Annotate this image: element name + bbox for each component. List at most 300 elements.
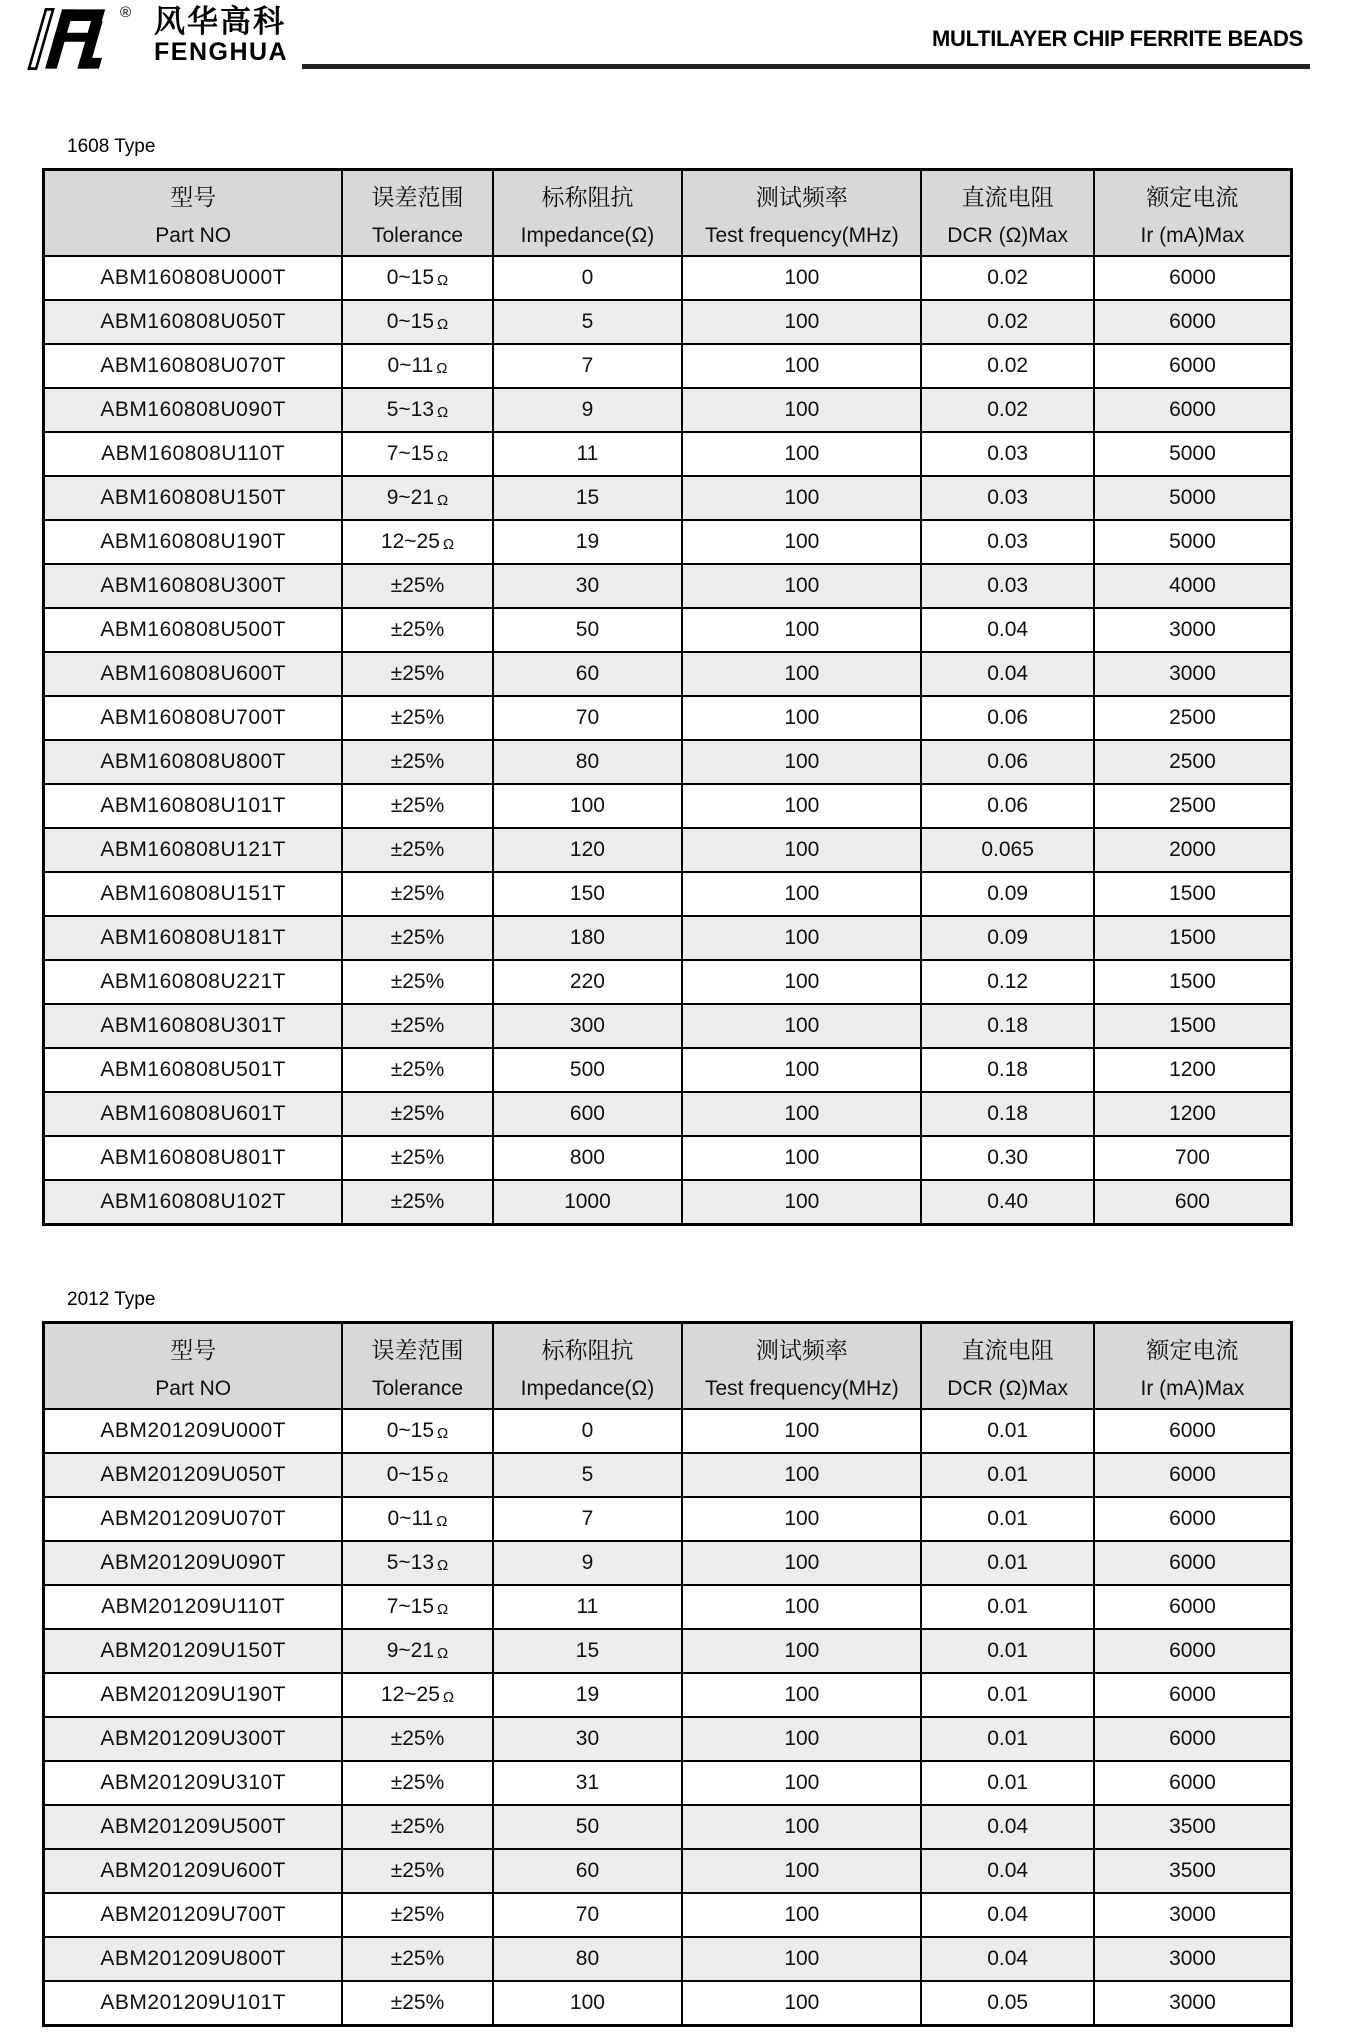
dcr-cell: 0.06: [921, 696, 1093, 740]
part-no-cell: ABM160808U800T: [44, 740, 343, 784]
dcr-cell: 0.01: [921, 1453, 1093, 1497]
ir-cell: 3000: [1094, 608, 1292, 652]
dcr-cell: 0.30: [921, 1136, 1093, 1180]
impedance-cell: 500: [493, 1048, 683, 1092]
table-row: [44, 1717, 1292, 1761]
col-header-en: Tolerance: [371, 1376, 464, 1400]
tolerance-cell: ±25%: [342, 1981, 492, 2026]
impedance-cell: 800: [493, 1136, 683, 1180]
part-no-cell: ABM160808U700T: [44, 696, 343, 740]
ir-cell: 6000: [1094, 1409, 1292, 1453]
test-frequency-cell: 100: [682, 1004, 921, 1048]
part-no-cell: ABM201209U700T: [44, 1893, 343, 1937]
col-header-test-frequency: [682, 170, 921, 257]
impedance-cell: 15: [493, 476, 683, 520]
col-header-test-frequency: [682, 1323, 921, 1410]
tolerance-cell: ±25%: [342, 872, 492, 916]
table-row: [44, 1004, 1292, 1048]
table-row: [44, 300, 1292, 344]
col-header-cn: 额定电流: [1146, 1336, 1239, 1363]
test-frequency-cell: 100: [682, 1541, 921, 1585]
ir-cell: 600: [1094, 1180, 1292, 1225]
table-row: [44, 432, 1292, 476]
tolerance-cell: 7~15 Ω: [342, 432, 492, 476]
ir-cell: 2500: [1094, 696, 1292, 740]
impedance-cell: 0: [493, 256, 683, 300]
dcr-cell: 0.01: [921, 1497, 1093, 1541]
test-frequency-cell: 100: [682, 784, 921, 828]
ir-cell: 1500: [1094, 872, 1292, 916]
test-frequency-cell: 100: [682, 1409, 921, 1453]
ir-cell: 2000: [1094, 828, 1292, 872]
table-row: [44, 1180, 1292, 1225]
tolerance-cell: ±25%: [342, 1893, 492, 1937]
tolerance-cell: ±25%: [342, 1136, 492, 1180]
type-label: 1608 Type: [67, 136, 156, 157]
test-frequency-cell: 100: [682, 608, 921, 652]
impedance-cell: 9: [493, 388, 683, 432]
document-title: MULTILAYER CHIP FERRITE BEADS: [931, 26, 1303, 51]
col-header-dcr: [921, 1323, 1093, 1410]
part-no-cell: ABM160808U150T: [44, 476, 343, 520]
ohm-unit: Ω: [437, 492, 449, 509]
dcr-cell: 0.02: [921, 388, 1093, 432]
col-header-dcr: [921, 170, 1093, 257]
tolerance-cell: 5~13 Ω: [342, 388, 492, 432]
col-header-impedance: [493, 1323, 683, 1410]
table-row: [44, 388, 1292, 432]
col-header-cn: 标称阻抗: [541, 183, 634, 210]
tolerance-cell: 0~15 Ω: [342, 300, 492, 344]
col-header-en: Part NO: [155, 223, 232, 247]
col-header-cn: 直流电阻: [961, 1336, 1054, 1363]
ir-cell: 5000: [1094, 476, 1292, 520]
test-frequency-cell: 100: [682, 1136, 921, 1180]
ir-cell: 3500: [1094, 1849, 1292, 1893]
impedance-cell: 5: [493, 1453, 683, 1497]
ohm-unit: Ω: [436, 1513, 448, 1530]
table-row: [44, 1937, 1292, 1981]
impedance-cell: 60: [493, 652, 683, 696]
impedance-cell: 1000: [493, 1180, 683, 1225]
impedance-cell: 5: [493, 300, 683, 344]
dcr-cell: 0.01: [921, 1761, 1093, 1805]
test-frequency-cell: 100: [682, 696, 921, 740]
ir-cell: 3000: [1094, 1981, 1292, 2026]
ir-cell: 3000: [1094, 1937, 1292, 1981]
dcr-cell: 0.06: [921, 740, 1093, 784]
brand: [14, 4, 288, 74]
col-header-en: Impedance(Ω): [520, 223, 655, 247]
table-row: [44, 1893, 1292, 1937]
tolerance-cell: 0~11 Ω: [342, 1497, 492, 1541]
ir-cell: 6000: [1094, 1673, 1292, 1717]
impedance-cell: 80: [493, 1937, 683, 1981]
part-no-cell: ABM160808U190T: [44, 520, 343, 564]
test-frequency-cell: 100: [682, 1805, 921, 1849]
test-frequency-cell: 100: [682, 828, 921, 872]
table-row: [44, 1497, 1292, 1541]
tolerance-cell: 0~15 Ω: [342, 1453, 492, 1497]
dcr-cell: 0.12: [921, 960, 1093, 1004]
ir-cell: 1500: [1094, 916, 1292, 960]
spec-table-1608: [42, 168, 1293, 1226]
col-header-en: DCR (Ω)Max: [947, 223, 1068, 247]
tolerance-cell: ±25%: [342, 1717, 492, 1761]
ohm-unit: Ω: [442, 1689, 455, 1706]
col-header-en: Ir (mA)Max: [1140, 223, 1245, 247]
dcr-cell: 0.09: [921, 916, 1093, 960]
part-no-cell: ABM160808U101T: [44, 784, 343, 828]
dcr-cell: 0.01: [921, 1717, 1093, 1761]
part-no-cell: ABM160808U501T: [44, 1048, 343, 1092]
col-header-en: Part NO: [155, 1376, 232, 1400]
impedance-cell: 150: [493, 872, 683, 916]
dcr-cell: 0.03: [921, 564, 1093, 608]
test-frequency-cell: 100: [682, 1893, 921, 1937]
part-no-cell: ABM160808U121T: [44, 828, 343, 872]
ir-cell: 2500: [1094, 784, 1292, 828]
tolerance-cell: ±25%: [342, 828, 492, 872]
impedance-cell: 70: [493, 1893, 683, 1937]
col-header-en: DCR (Ω)Max: [947, 1376, 1068, 1400]
impedance-cell: 80: [493, 740, 683, 784]
part-no-cell: ABM160808U500T: [44, 608, 343, 652]
ir-cell: 3000: [1094, 1893, 1292, 1937]
test-frequency-cell: 100: [682, 1585, 921, 1629]
ir-cell: 700: [1094, 1136, 1292, 1180]
dcr-cell: 0.04: [921, 608, 1093, 652]
impedance-cell: 300: [493, 1004, 683, 1048]
tolerance-cell: 0~15 Ω: [342, 256, 492, 300]
tolerance-cell: ±25%: [342, 1092, 492, 1136]
test-frequency-cell: 100: [682, 300, 921, 344]
tolerance-cell: ±25%: [342, 1805, 492, 1849]
test-frequency-cell: 100: [682, 564, 921, 608]
dcr-cell: 0.04: [921, 1805, 1093, 1849]
dcr-cell: 0.01: [921, 1541, 1093, 1585]
impedance-cell: 30: [493, 1717, 683, 1761]
tolerance-cell: 0~15 Ω: [342, 1409, 492, 1453]
part-no-cell: ABM201209U050T: [44, 1453, 343, 1497]
impedance-cell: 19: [493, 1673, 683, 1717]
table-row: [44, 696, 1292, 740]
part-no-cell: ABM201209U000T: [44, 1409, 343, 1453]
tolerance-cell: 9~21 Ω: [342, 476, 492, 520]
part-no-cell: ABM160808U090T: [44, 388, 343, 432]
dcr-cell: 0.065: [921, 828, 1093, 872]
content: [42, 134, 1293, 2027]
tolerance-cell: 12~25 Ω: [342, 1673, 492, 1717]
ir-cell: 6000: [1094, 1497, 1292, 1541]
ir-cell: 5000: [1094, 520, 1292, 564]
col-header-en: Tolerance: [371, 223, 464, 247]
tolerance-cell: ±25%: [342, 960, 492, 1004]
ohm-unit: Ω: [437, 316, 449, 333]
dcr-cell: 0.04: [921, 1893, 1093, 1937]
col-header-part-no: [44, 1323, 343, 1410]
ir-cell: 6000: [1094, 1629, 1292, 1673]
test-frequency-cell: 100: [682, 1629, 921, 1673]
ir-cell: 6000: [1094, 1453, 1292, 1497]
col-header-ir: [1094, 1323, 1292, 1410]
part-no-cell: ABM160808U301T: [44, 1004, 343, 1048]
ir-cell: 4000: [1094, 564, 1292, 608]
table-row: [44, 1849, 1292, 1893]
tolerance-cell: 0~11 Ω: [342, 344, 492, 388]
col-header-en: Test frequency(MHz): [705, 1376, 899, 1400]
impedance-cell: 60: [493, 1849, 683, 1893]
tolerance-cell: ±25%: [342, 916, 492, 960]
table-row: [44, 256, 1292, 300]
test-frequency-cell: 100: [682, 476, 921, 520]
col-header-en: Ir (mA)Max: [1140, 1376, 1245, 1400]
part-no-cell: ABM201209U300T: [44, 1717, 343, 1761]
impedance-cell: 70: [493, 696, 683, 740]
dcr-cell: 0.04: [921, 1849, 1093, 1893]
test-frequency-cell: 100: [682, 960, 921, 1004]
test-frequency-cell: 100: [682, 916, 921, 960]
table-row: [44, 1092, 1292, 1136]
impedance-cell: 9: [493, 1541, 683, 1585]
tolerance-cell: 5~13 Ω: [342, 1541, 492, 1585]
part-no-cell: ABM201209U800T: [44, 1937, 343, 1981]
col-header-cn: 标称阻抗: [541, 1336, 634, 1363]
table-row: [44, 1673, 1292, 1717]
part-no-cell: ABM160808U221T: [44, 960, 343, 1004]
table-row: [44, 1453, 1292, 1497]
part-no-cell: ABM160808U801T: [44, 1136, 343, 1180]
part-no-cell: ABM160808U151T: [44, 872, 343, 916]
col-header-part-no: [44, 170, 343, 257]
test-frequency-cell: 100: [682, 1717, 921, 1761]
part-no-cell: ABM201209U190T: [44, 1673, 343, 1717]
test-frequency-cell: 100: [682, 1092, 921, 1136]
part-no-cell: ABM160808U601T: [44, 1092, 343, 1136]
test-frequency-cell: 100: [682, 520, 921, 564]
ir-cell: 1200: [1094, 1092, 1292, 1136]
tolerance-cell: 7~15 Ω: [342, 1585, 492, 1629]
tolerance-cell: ±25%: [342, 784, 492, 828]
dcr-cell: 0.01: [921, 1585, 1093, 1629]
table-row: [44, 520, 1292, 564]
impedance-cell: 220: [493, 960, 683, 1004]
impedance-cell: 11: [493, 1585, 683, 1629]
tolerance-cell: ±25%: [342, 1004, 492, 1048]
part-no-cell: ABM201209U090T: [44, 1541, 343, 1585]
table-row: [44, 872, 1292, 916]
test-frequency-cell: 100: [682, 1048, 921, 1092]
col-header-cn: 测试频率: [755, 183, 848, 210]
test-frequency-cell: 100: [682, 1849, 921, 1893]
test-frequency-cell: 100: [682, 872, 921, 916]
spec-table-2012: [42, 1321, 1293, 2027]
test-frequency-cell: 100: [682, 344, 921, 388]
col-header-cn: 测试频率: [755, 1336, 848, 1363]
col-header-cn: 误差范围: [371, 183, 464, 210]
table-row: [44, 828, 1292, 872]
tolerance-cell: ±25%: [342, 1180, 492, 1225]
part-no-cell: ABM201209U310T: [44, 1761, 343, 1805]
table-row: [44, 740, 1292, 784]
part-no-cell: ABM201209U110T: [44, 1585, 343, 1629]
tolerance-cell: ±25%: [342, 696, 492, 740]
ohm-unit: Ω: [436, 360, 448, 377]
header-row: [44, 1323, 1292, 1410]
brand-name-english: FENGHUA: [154, 38, 289, 66]
brand-text: [154, 6, 288, 65]
dcr-cell: 0.03: [921, 476, 1093, 520]
ir-cell: 1200: [1094, 1048, 1292, 1092]
table-section-1608: [42, 134, 1293, 1226]
ohm-unit: Ω: [442, 536, 455, 553]
header-rule: [302, 64, 1310, 69]
table-row: [44, 1629, 1292, 1673]
dcr-cell: 0.03: [921, 432, 1093, 476]
table-row: [44, 1805, 1292, 1849]
tolerance-cell: ±25%: [342, 564, 492, 608]
test-frequency-cell: 100: [682, 1673, 921, 1717]
fenghua-logo-icon: [14, 4, 132, 74]
col-header-tolerance: [342, 170, 492, 257]
impedance-cell: 50: [493, 1805, 683, 1849]
part-no-cell: ABM160808U300T: [44, 564, 343, 608]
tolerance-cell: ±25%: [342, 1761, 492, 1805]
impedance-cell: 600: [493, 1092, 683, 1136]
ir-cell: 6000: [1094, 1541, 1292, 1585]
test-frequency-cell: 100: [682, 388, 921, 432]
impedance-cell: 180: [493, 916, 683, 960]
ohm-unit: Ω: [437, 1601, 449, 1618]
impedance-cell: 30: [493, 564, 683, 608]
tolerance-cell: ±25%: [342, 740, 492, 784]
ir-cell: 6000: [1094, 1585, 1292, 1629]
dcr-cell: 0.18: [921, 1004, 1093, 1048]
dcr-cell: 0.02: [921, 300, 1093, 344]
impedance-cell: 0: [493, 1409, 683, 1453]
header-row: [44, 170, 1292, 257]
dcr-cell: 0.40: [921, 1180, 1093, 1225]
impedance-cell: 100: [493, 1981, 683, 2026]
table-row: [44, 1981, 1292, 2026]
dcr-cell: 0.02: [921, 344, 1093, 388]
dcr-cell: 0.04: [921, 1937, 1093, 1981]
impedance-cell: 120: [493, 828, 683, 872]
col-header-en: Impedance(Ω): [520, 1376, 655, 1400]
part-no-cell: ABM160808U070T: [44, 344, 343, 388]
test-frequency-cell: 100: [682, 1937, 921, 1981]
tolerance-cell: 12~25 Ω: [342, 520, 492, 564]
table-section-2012: [42, 1287, 1293, 2027]
ir-cell: 6000: [1094, 388, 1292, 432]
test-frequency-cell: 100: [682, 1453, 921, 1497]
ir-cell: 5000: [1094, 432, 1292, 476]
col-header-cn: 额定电流: [1146, 183, 1239, 210]
part-no-cell: ABM160808U181T: [44, 916, 343, 960]
part-no-cell: ABM201209U070T: [44, 1497, 343, 1541]
part-no-cell: ABM201209U600T: [44, 1849, 343, 1893]
col-header-ir: [1094, 170, 1292, 257]
tolerance-cell: ±25%: [342, 1937, 492, 1981]
col-header-en: Test frequency(MHz): [705, 223, 899, 247]
part-no-cell: ABM160808U600T: [44, 652, 343, 696]
dcr-cell: 0.01: [921, 1629, 1093, 1673]
table-row: [44, 784, 1292, 828]
dcr-cell: 0.04: [921, 652, 1093, 696]
part-no-cell: ABM201209U101T: [44, 1981, 343, 2026]
impedance-cell: 15: [493, 1629, 683, 1673]
test-frequency-cell: 100: [682, 1761, 921, 1805]
table-row: [44, 1541, 1292, 1585]
ohm-unit: Ω: [437, 404, 449, 421]
test-frequency-cell: 100: [682, 740, 921, 784]
ir-cell: 6000: [1094, 256, 1292, 300]
type-label: 2012 Type: [67, 1289, 156, 1310]
tolerance-cell: ±25%: [342, 652, 492, 696]
ohm-unit: Ω: [437, 1645, 449, 1662]
ir-cell: 1500: [1094, 1004, 1292, 1048]
dcr-cell: 0.09: [921, 872, 1093, 916]
impedance-cell: 100: [493, 784, 683, 828]
part-no-cell: ABM160808U102T: [44, 1180, 343, 1225]
table-row: [44, 916, 1292, 960]
ir-cell: 2500: [1094, 740, 1292, 784]
col-header-cn: 型号: [170, 183, 217, 210]
dcr-cell: 0.05: [921, 1981, 1093, 2026]
col-header-impedance: [493, 170, 683, 257]
ir-cell: 6000: [1094, 1717, 1292, 1761]
dcr-cell: 0.01: [921, 1673, 1093, 1717]
dcr-cell: 0.18: [921, 1092, 1093, 1136]
test-frequency-cell: 100: [682, 652, 921, 696]
tolerance-cell: ±25%: [342, 1048, 492, 1092]
ir-cell: 3000: [1094, 652, 1292, 696]
ohm-unit: Ω: [437, 448, 449, 465]
ohm-unit: Ω: [437, 272, 449, 289]
col-header-cn: 误差范围: [371, 1336, 464, 1363]
dcr-cell: 0.03: [921, 520, 1093, 564]
col-header-tolerance: [342, 1323, 492, 1410]
part-no-cell: ABM160808U000T: [44, 256, 343, 300]
ir-cell: 6000: [1094, 1761, 1292, 1805]
ir-cell: 1500: [1094, 960, 1292, 1004]
table-row: [44, 1409, 1292, 1453]
table-row: [44, 476, 1292, 520]
part-no-cell: ABM201209U500T: [44, 1805, 343, 1849]
ir-cell: 6000: [1094, 300, 1292, 344]
tolerance-cell: ±25%: [342, 608, 492, 652]
impedance-cell: 7: [493, 344, 683, 388]
table-row: [44, 1761, 1292, 1805]
dcr-cell: 0.18: [921, 1048, 1093, 1092]
part-no-cell: ABM160808U050T: [44, 300, 343, 344]
test-frequency-cell: 100: [682, 1981, 921, 2026]
table-row: [44, 1585, 1292, 1629]
dcr-cell: 0.02: [921, 256, 1093, 300]
brand-name-chinese: 风华高科: [154, 4, 286, 39]
page-header: [0, 0, 1351, 72]
ohm-unit: Ω: [437, 1469, 449, 1486]
ohm-unit: Ω: [437, 1425, 449, 1442]
impedance-cell: 11: [493, 432, 683, 476]
col-header-cn: 直流电阻: [961, 183, 1054, 210]
table-row: [44, 1048, 1292, 1092]
part-no-cell: ABM160808U110T: [44, 432, 343, 476]
table-row: [44, 960, 1292, 1004]
registered-trademark: ®: [120, 4, 132, 21]
ir-cell: 6000: [1094, 344, 1292, 388]
test-frequency-cell: 100: [682, 432, 921, 476]
